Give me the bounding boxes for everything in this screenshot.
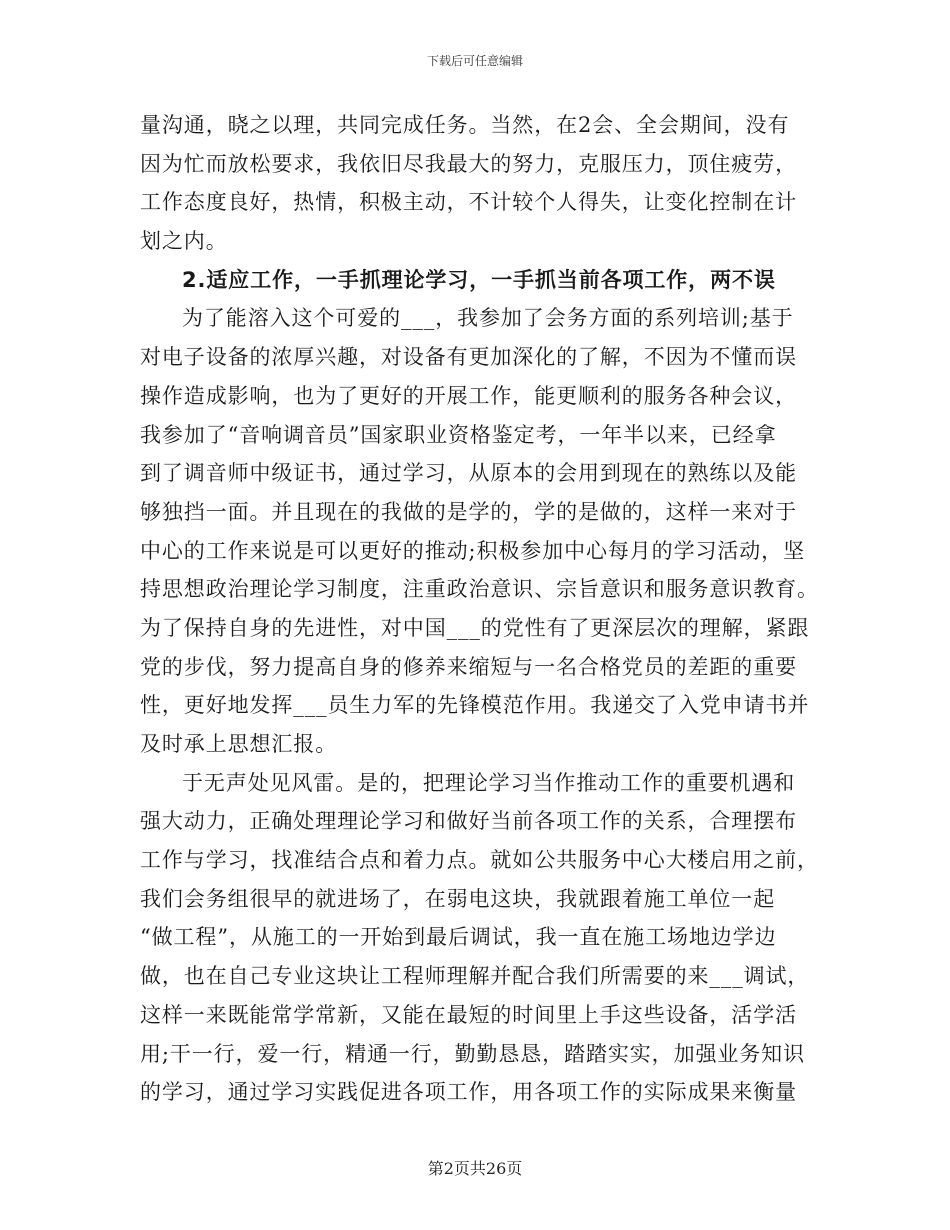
body-line: 划之内。 bbox=[140, 229, 228, 254]
body-line: 为了能溶入这个可爱的___，我参加了会务方面的系列培训;基于 bbox=[182, 306, 794, 331]
body-line: 党的步伐，努力提高自身的修养来缩短与一名合格党员的差距的重要 bbox=[140, 654, 797, 679]
body-line: 工作态度良好，热情，积极主动，不计较个人得失，让变化控制在计 bbox=[140, 190, 797, 215]
body-line: 为了保持自身的先进性，对中国___的党性有了更深层次的理解，紧跟 bbox=[140, 615, 810, 640]
body-line: 够独挡一面。并且现在的我做的是学的，学的是做的，这样一来对于 bbox=[140, 499, 797, 524]
body-line: 我参加了“音响调音员”国家职业资格鉴定考，一年半以来，已经拿 bbox=[140, 422, 777, 447]
body-line: 的学习，通过学习实践促进各项工作，用各项工作的实际成果来衡量 bbox=[140, 1080, 797, 1105]
body-line: 用;干一行，爱一行，精通一行，勤勤恳恳，踏踏实实，加强业务知识 bbox=[140, 1041, 805, 1066]
body-line: 做，也在自己专业这块让工程师理解并配合我们所需要的来___调试， bbox=[140, 964, 810, 989]
body-line: 工作与学习，找准结合点和着力点。就如公共服务中心大楼启用之前， bbox=[140, 848, 819, 873]
body-line: 量沟通，晓之以理，共同完成任务。当然，在2会、全会期间，没有 bbox=[140, 113, 790, 137]
body-line: 于无声处见风雷。是的，把理论学习当作推动工作的重要机遇和 bbox=[182, 770, 796, 795]
body-line: 这样一来既能常学常新，又能在最短的时间里上手这些设备，活学活 bbox=[140, 1002, 797, 1027]
body-line: 因为忙而放松要求，我依旧尽我最大的努力，克服压力，顶住疲劳， bbox=[140, 151, 797, 176]
body-line: 强大动力，正确处理理论学习和做好当前各项工作的关系，合理摆布 bbox=[140, 809, 797, 834]
body-line: 持思想政治理论学习制度，注重政治意识、宗旨意识和服务意识教育。 bbox=[140, 577, 819, 602]
body-line: 操作造成影响，也为了更好的开展工作，能更顺利的服务各种会议， bbox=[140, 383, 797, 408]
body-line: “做工程”，从施工的一开始到最后调试，我一直在施工场地边学边 bbox=[140, 925, 777, 950]
page-header-note: 下载后可任意编辑 bbox=[426, 54, 523, 68]
document-body bbox=[140, 110, 819, 1116]
page-number: 第2页共26页 bbox=[427, 1159, 523, 1178]
body-line: 性，更好地发挥___员生力军的先锋模范作用。我递交了入党申请书并 bbox=[140, 693, 810, 718]
body-line: 到了调音师中级证书，通过学习，从原本的会用到现在的熟练以及能 bbox=[140, 461, 797, 486]
body-line: 对电子设备的浓厚兴趣，对设备有更加深化的了解，不因为不懂而误 bbox=[140, 345, 797, 370]
body-line: 中心的工作来说是可以更好的推动;积极参加中心每月的学习活动，坚 bbox=[140, 538, 805, 563]
body-line: 我们会务组很早的就进场了，在弱电这块，我就跟着施工单位一起 bbox=[140, 886, 776, 911]
body-line: 及时承上思想汇报。 bbox=[140, 732, 338, 756]
section-heading: 2.适应工作，一手抓理论学习，一手抓当前各项工作，两不误 bbox=[182, 267, 776, 292]
